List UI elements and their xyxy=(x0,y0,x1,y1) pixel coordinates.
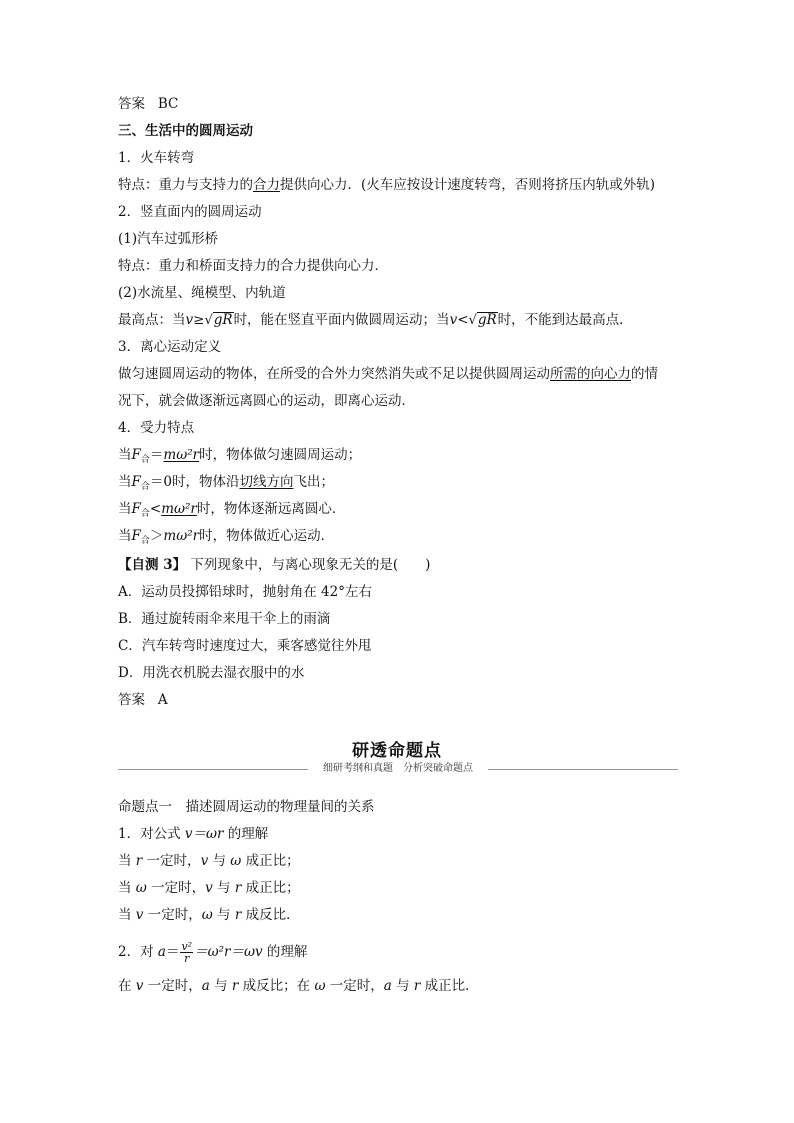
text: 一定时， xyxy=(325,978,384,994)
lt-sign: < xyxy=(457,312,469,328)
item1-desc xyxy=(118,175,655,195)
text: 当 xyxy=(118,880,136,896)
text: 与 xyxy=(212,880,235,896)
force-prefix: 当 xyxy=(118,501,132,517)
topic1-line-2 xyxy=(118,878,300,898)
var: a xyxy=(201,978,210,994)
text: 一定时， xyxy=(142,853,201,869)
expr-m-omega2-r: mω²r xyxy=(163,528,200,544)
answer-value: A xyxy=(157,692,168,708)
item2-2-desc-end: 时，不能到达最高点． xyxy=(497,312,633,328)
option-text: 通过旋转雨伞来甩干伞上的雨滴 xyxy=(141,611,331,627)
text: 一定时， xyxy=(143,978,202,994)
var-a: a xyxy=(157,944,166,960)
item3-title: 3．离心运动定义 xyxy=(118,339,222,355)
item2-1-title: (1)汽车过弧形桥 xyxy=(118,231,219,247)
self-test-question: 下列现象中，与离心现象无关的是( ) xyxy=(190,557,431,573)
section-heading-title: 研透命题点 xyxy=(352,741,442,761)
sqrt-icon: √ xyxy=(204,313,213,328)
var-F: F xyxy=(131,528,141,544)
answer-value: BC xyxy=(157,96,179,112)
answer-label: 答案 xyxy=(118,96,145,112)
var: r xyxy=(231,978,239,994)
relation-sign: ＝ xyxy=(149,474,164,490)
text: 与 xyxy=(212,907,235,923)
topic1-title: 命题点一 描述圆周运动的物理量间的关系 xyxy=(118,799,375,815)
item3-desc-suffix: 的情 xyxy=(631,366,658,382)
var: r xyxy=(413,978,421,994)
var: ω xyxy=(314,978,326,994)
fraction-numerator: v² xyxy=(181,940,193,953)
text: 成正比； xyxy=(241,880,300,896)
var: ω xyxy=(201,907,213,923)
item2-2-desc-mid: 时，能在竖直平面内做圆周运动；当 xyxy=(233,312,450,328)
var: v xyxy=(135,907,144,923)
force-line-1 xyxy=(118,445,361,470)
item3-desc-prefix: 做匀速圆周运动的物体，在所受的合外力突然消失或不足以提供圆周运动 xyxy=(118,366,550,382)
section3-title: 三、生活中的圆周运动 xyxy=(118,123,253,139)
item3-desc-line2: 况下，就会做逐渐远离圆心的运动，即离心运动． xyxy=(118,393,415,409)
force-suffix: 时，物体做匀速圆周运动； xyxy=(199,447,362,463)
item4-title: 4．受力特点 xyxy=(118,420,195,436)
relation-sign: < xyxy=(149,501,162,517)
relation-sign: ＝ xyxy=(149,447,164,463)
eq-sign: ＝ xyxy=(165,944,180,960)
item3-desc-line1 xyxy=(118,364,658,384)
var-v: v xyxy=(185,312,194,328)
expr-m-omega2-r: mω²r xyxy=(161,501,197,517)
force-suffix: 时，物体做近心运动． xyxy=(199,528,335,544)
var: v xyxy=(205,880,213,896)
topic1-line-1 xyxy=(118,851,300,871)
topic1-item1-prefix: 1．对公式 xyxy=(118,826,185,842)
self-test-tag: 【自测 3】 xyxy=(118,557,187,573)
topic1-item2-desc xyxy=(118,976,479,996)
var: v xyxy=(200,853,209,869)
sqrt-icon-2: √ xyxy=(468,313,477,328)
relation-sign: ＞ xyxy=(149,528,164,544)
option-text: 用洗衣机脱去湿衣服中的水 xyxy=(142,665,305,681)
force-suffix-pre: 时，物体沿 xyxy=(171,474,240,490)
option-d xyxy=(118,663,304,683)
var: v xyxy=(135,978,144,994)
var: ω xyxy=(135,880,147,896)
option-a xyxy=(118,582,372,602)
text: 在 xyxy=(118,978,136,994)
sqrt-gR: gR xyxy=(213,312,233,328)
answer-label: 答案 xyxy=(118,692,145,708)
fraction-v2-over-r xyxy=(180,941,193,964)
answer-bc xyxy=(118,94,178,114)
section-heading-subtitle: 细研考纲和真题 分析突破命题点 xyxy=(323,763,473,774)
highest-point-label: 最高点：当 xyxy=(118,312,186,328)
formula-v-omega-r: v＝ωr xyxy=(184,826,224,842)
subscript-he: 合 xyxy=(140,536,150,546)
option-text: 汽车转弯时速度过大，乘客感觉往外甩 xyxy=(141,638,372,654)
item2-title: 2．竖直面内的圆周运动 xyxy=(118,204,262,220)
var: a xyxy=(383,978,392,994)
option-c xyxy=(118,636,371,656)
topic1-item1-suffix: 的理解 xyxy=(223,826,269,842)
expr-zero: 0 xyxy=(163,474,172,490)
self-test-3 xyxy=(118,555,430,575)
item1-desc-suffix: 提供向心力．(火车应按设计速度转弯，否则将挤压内轨或外轨) xyxy=(280,177,656,193)
force-suffix-post: 飞出； xyxy=(293,474,334,490)
subscript-he: 合 xyxy=(140,455,150,465)
text: 成正比． xyxy=(420,978,479,994)
item1-desc-prefix: 特点：重力与支持力的 xyxy=(118,177,253,193)
option-b xyxy=(118,609,330,629)
topic1-item1-title xyxy=(118,824,268,844)
var-F: F xyxy=(131,474,141,490)
var: ω xyxy=(230,853,242,869)
option-letter: A． xyxy=(118,584,142,600)
force-suffix-underlined: 切线方向 xyxy=(239,474,294,490)
force-line-3 xyxy=(118,499,345,524)
force-line-4 xyxy=(118,526,334,551)
text: 当 xyxy=(118,907,136,923)
text: 与 xyxy=(209,978,232,994)
sqrt-gR-2: gR xyxy=(477,312,497,328)
topic1-item2-title xyxy=(118,940,307,964)
var: r xyxy=(135,853,143,869)
item2-2-title: (2)水流星、绳模型、内轨道 xyxy=(118,285,286,301)
expr-m-omega2-r: mω²r xyxy=(163,447,200,463)
var: r xyxy=(234,880,242,896)
force-prefix: 当 xyxy=(118,447,132,463)
option-letter: B． xyxy=(118,611,142,627)
item1-title: 1．火车转弯 xyxy=(118,150,195,166)
var: r xyxy=(234,907,242,923)
force-prefix: 当 xyxy=(118,528,132,544)
var-F: F xyxy=(131,501,141,517)
text: 与 xyxy=(391,978,414,994)
force-line-2 xyxy=(118,472,334,497)
option-text: 运动员投掷铅球时，抛射角在 42°左右 xyxy=(141,584,372,600)
option-letter: C． xyxy=(118,638,142,654)
text: 成反比． xyxy=(241,907,300,923)
item3-desc-underlined: 所需的向心力 xyxy=(550,366,631,382)
force-suffix: 时，物体逐渐远离圆心． xyxy=(196,501,346,517)
section-heading-subtitle-row xyxy=(118,760,678,778)
geq-sign: ≥ xyxy=(193,312,205,328)
text: 成反比；在 xyxy=(238,978,315,994)
var-F: F xyxy=(131,447,141,463)
text: 成正比； xyxy=(241,853,300,869)
option-letter: D． xyxy=(118,665,143,681)
item2-1-desc: 特点：重力和桥面支持力的合力提供向心力． xyxy=(118,258,388,274)
text: 一定时， xyxy=(146,880,206,896)
topic1-line-3 xyxy=(118,905,300,925)
subscript-he: 合 xyxy=(140,509,150,519)
divider-right xyxy=(488,769,678,770)
formula-rest: ＝ω²r＝ωv xyxy=(194,944,263,960)
force-prefix: 当 xyxy=(118,474,132,490)
var-v-2: v xyxy=(449,312,458,328)
fraction-denominator: r xyxy=(184,952,190,965)
item1-desc-underlined: 合力 xyxy=(253,177,280,193)
text: 当 xyxy=(118,853,136,869)
subscript-he: 合 xyxy=(140,482,150,492)
topic1-item2-prefix: 2．对 xyxy=(118,944,158,960)
answer-a xyxy=(118,690,168,710)
topic1-item2-suffix: 的理解 xyxy=(262,944,308,960)
text: 一定时， xyxy=(143,907,202,923)
item2-2-desc xyxy=(118,310,633,331)
text: 与 xyxy=(208,853,231,869)
